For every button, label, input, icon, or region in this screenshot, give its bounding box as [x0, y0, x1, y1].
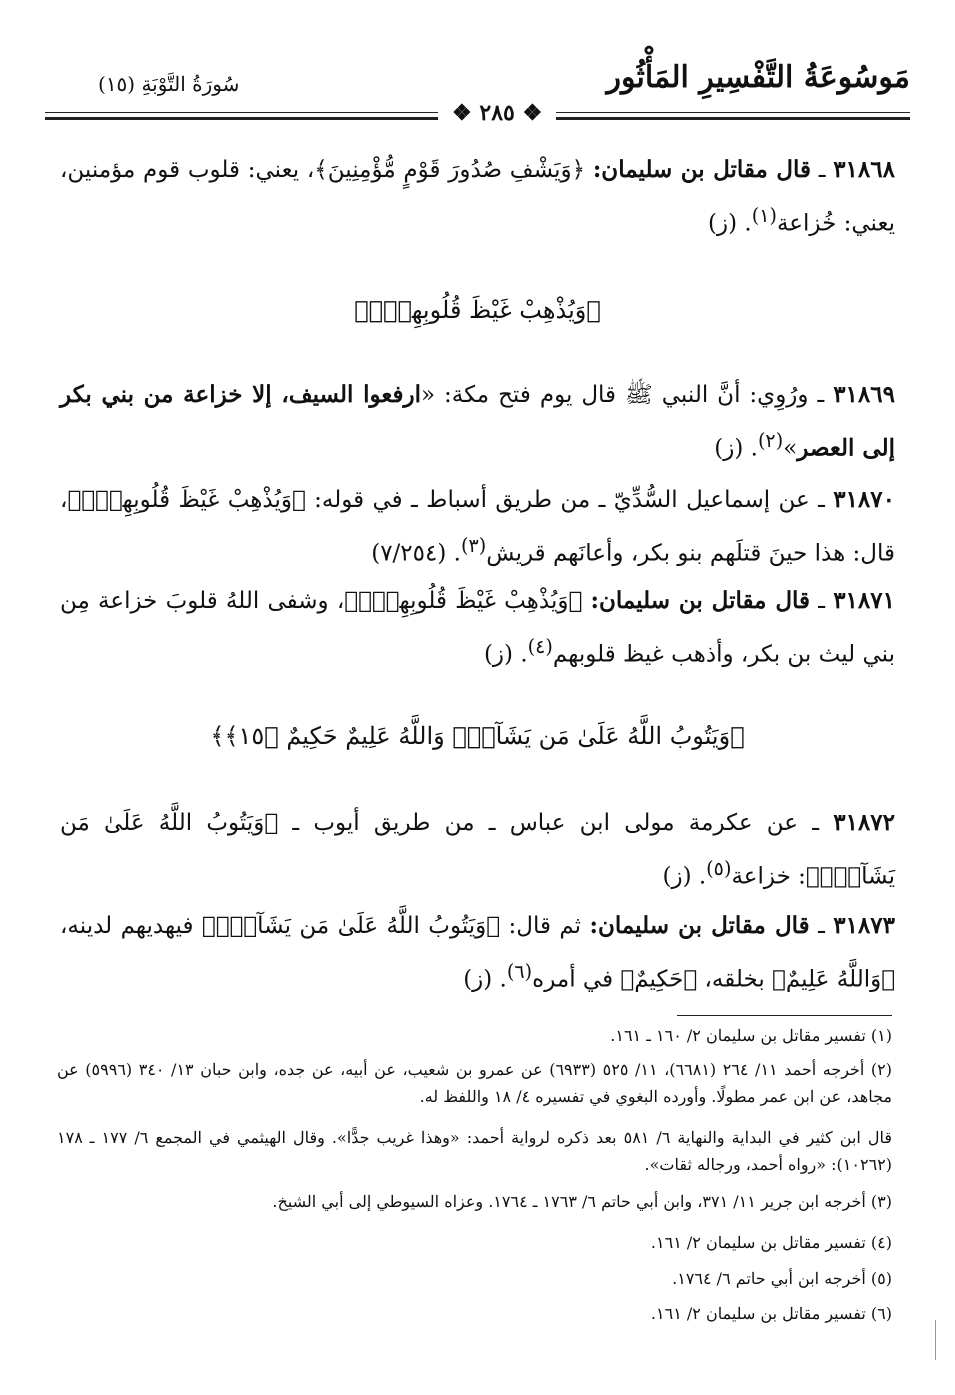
- entry-number: ٣١٨٧٢: [833, 809, 895, 836]
- entry-31871: [60, 578, 895, 678]
- entry-text: يعني: قلوب قوم مؤمنين، يعني: خُزاعة: [60, 157, 895, 237]
- footnote-ref: (٢): [757, 429, 784, 452]
- entry-text: »: [783, 435, 798, 462]
- entry-end: . (ز): [714, 435, 758, 462]
- page-number: ٢٨٥: [479, 100, 515, 126]
- footnote-ref: (١): [751, 204, 777, 227]
- footnote-3: (٣) أخرجه ابن جرير ١١/ ٣٧١، وابن أبي حاتم ٦/ ١٧٦٣ ـ ١٧٦٤. وعزاه السيوطي إلى أبي الشيخ.: [272, 1192, 892, 1211]
- entry-number: ٣١٨٦٨: [833, 156, 895, 183]
- quran-verse: ﴿وَيَتُوبُ اللَّهُ عَلَىٰ مَن يَشَآءُۗ﴾: [60, 810, 895, 890]
- entry-speaker: قال مقاتل بن سليمان:: [592, 156, 811, 183]
- entry-31870: [60, 477, 895, 577]
- entry-31868: [60, 147, 895, 247]
- entry-text: ـ عن إسماعيل السُّدِّيّ ـ من طريق أسباط ـ في قوله:: [305, 487, 834, 513]
- quran-verse: ﴿وَاللَّهُ عَلِيمٌ﴾: [772, 966, 895, 993]
- quran-verse: ﴿وَيَشْفِ صُدُورَ قَوْمٍ مُّؤْمِنِينَ﴾،: [306, 157, 593, 183]
- hadith-text: ارفعوا السيف، إلا خزاعة من بني بكر إلى العصر: [60, 381, 895, 462]
- book-title: مَوسُوعَةُ التَّفْسِيرِ المَأْثُور: [606, 60, 910, 95]
- quran-verse: ﴿وَيَتُوبُ اللَّهُ عَلَىٰ مَن يَشَآءُۗ﴾: [201, 913, 501, 939]
- verse-heading: ﴿وَيُذْهِبْ غَيْظَ قُلُوبِهِمْۗ﴾: [354, 296, 601, 324]
- footnote-6: (٦) تفسير مقاتل بن سليمان ٢/ ١٦١.: [650, 1304, 892, 1323]
- entry-text: ، قال: هذا حينَ قتلَهم بنو بكر، وأعانَهم قريش: [60, 487, 895, 567]
- page-number-block: [438, 100, 556, 126]
- entry-text: بخلقه،: [697, 966, 773, 993]
- footnote-5: (٥) أخرجه ابن أبي حاتم ٦/ ١٧٦٤.: [672, 1269, 892, 1288]
- entry-number: ٣١٨٧١: [833, 587, 895, 614]
- entry-text: ـ عن عكرمة مولى ابن عباس ـ من طريق أيوب ـ: [278, 810, 834, 836]
- entry-number: ٣١٨٧٣: [833, 912, 895, 939]
- entry-text: في أمره: [532, 966, 621, 993]
- entry-text: ـ ورُوِي: أنَّ النبي ﷺ قال يوم فتح مكة: «: [420, 382, 834, 408]
- footnote-2-note: قال ابن كثير في البداية والنهاية ٦/ ٥٨١ بعد ذكره لرواية أحمد: «وهذا غريب جدًّا». وقال الهيثمي في المجمع ٦/ ١٧٧ ـ ١٧٨ (١٠٢٦٢): «رواه أحمد، ورجاله ثقات».: [57, 1128, 893, 1174]
- surah-title: سُورَةُ التَّوْبَةِ (١٥): [98, 72, 240, 96]
- entry-31873: [60, 903, 895, 1003]
- footnote-1: (١) تفسير مقاتل بن سليمان ٢/ ١٦٠ ـ ١٦١.: [610, 1026, 892, 1045]
- entry-sep: ـ: [811, 157, 834, 183]
- entry-sep: ـ: [810, 588, 834, 614]
- entry-sep: ـ: [809, 913, 834, 939]
- entry-number: ٣١٨٦٩: [833, 381, 895, 408]
- footnote-ref: (٣): [460, 534, 487, 557]
- entry-end: . (ز): [483, 641, 528, 668]
- entry-end: . (٧/٢٥٤): [371, 540, 461, 567]
- quran-verse: ﴿وَيُذْهِبْ غَيْظَ قُلُوبِهِمْۗ﴾: [344, 588, 591, 614]
- entry-end: . (ز): [662, 863, 707, 890]
- entry-text: ، وشفى اللهُ قلوبَ خزاعة مِن بني ليث بن بكر، وأذهب غيظ قلوبهم: [60, 588, 895, 668]
- footnote-ref: (٤): [527, 635, 553, 658]
- ornament-icon: ❖: [514, 100, 543, 126]
- ornament-icon: ❖: [452, 100, 480, 126]
- entry-text: فيهديهم لدينه،: [60, 913, 202, 939]
- footnote-ref: (٦): [506, 960, 533, 983]
- entry-speaker: قال مقاتل بن سليمان:: [590, 587, 811, 614]
- entry-end: . (ز): [708, 210, 752, 237]
- entry-end: . (ز): [463, 966, 507, 993]
- quran-verse: ﴿وَيُذْهِبْ غَيْظَ قُلُوبِهِمْۗ﴾: [67, 487, 306, 513]
- footnote-separator: [677, 1015, 892, 1016]
- footnote-2: (٢) أخرجه أحمد ١١/ ٢٦٤ (٦٦٨١)، ١١/ ٥٢٥ (٦٩٣٣) عن عمرو بن شعيب، عن أبيه، عن جده، وابن حبان ١٣/ ٣٤٠ (٥٩٩٦) عن مجاهد، عن ابن عمر مطولًا. وأورده البغوي في تفسيره ٤/ ١٨ واللفظ له.: [57, 1060, 893, 1106]
- footnote-4: (٤) تفسير مقاتل بن سليمان ٢/ ١٦١.: [650, 1233, 892, 1252]
- quran-verse: ﴿حَكِيمٌ﴾: [620, 966, 698, 993]
- entry-speaker: قال مقاتل بن سليمان:: [589, 912, 810, 939]
- verse-heading: ﴿وَيَتُوبُ اللَّهُ عَلَىٰ مَن يَشَآءُۗ وَاللَّهُ عَلِيمٌ حَكِيمٌ ﴿١٥﴾﴾: [210, 722, 745, 750]
- entry-31869: [60, 372, 895, 472]
- scan-edge-mark: [935, 1320, 936, 1360]
- entry-31872: [60, 800, 895, 900]
- entry-text: : خزاعة: [731, 863, 806, 890]
- footnote-ref: (٥): [706, 857, 732, 880]
- entry-text: ثم قال:: [500, 913, 590, 939]
- entry-number: ٣١٨٧٠: [833, 486, 895, 513]
